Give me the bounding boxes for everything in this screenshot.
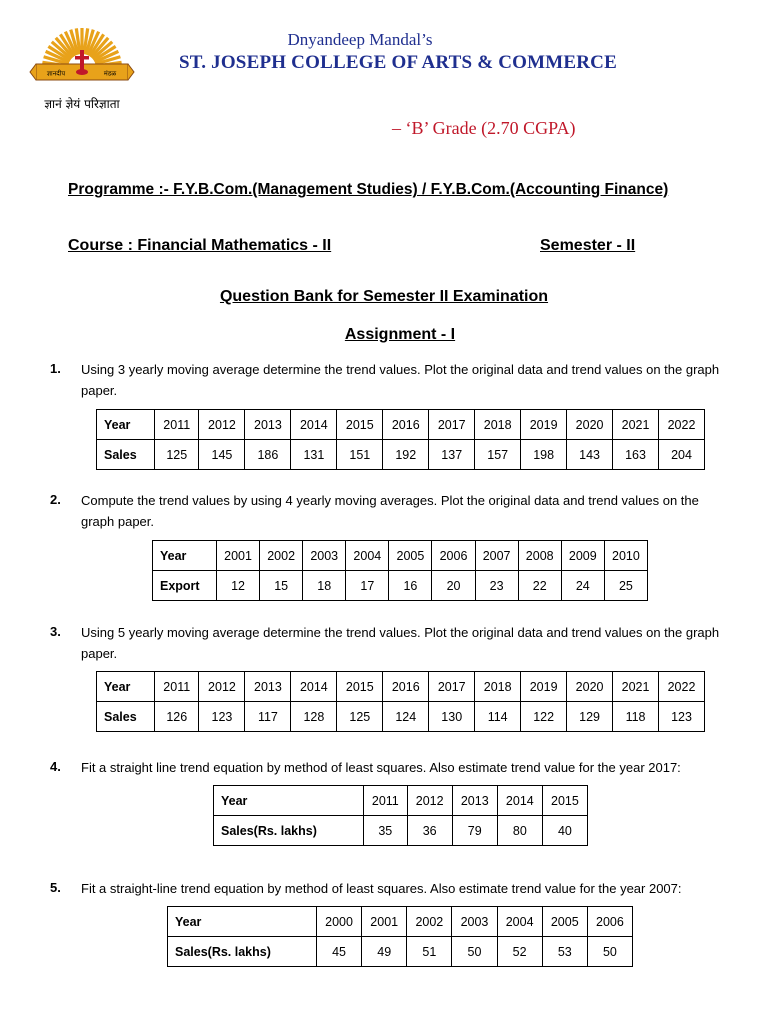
- college-logo: [28, 22, 136, 114]
- question-number: 5.: [50, 880, 61, 895]
- value-cell: 25: [604, 571, 647, 601]
- year-cell: 2001: [362, 907, 407, 937]
- year-cell: 2011: [364, 786, 408, 816]
- value-cell: 122: [521, 702, 567, 732]
- question-number: 2.: [50, 492, 61, 507]
- value-cell: 79: [452, 816, 497, 846]
- value-cell: 126: [155, 702, 199, 732]
- year-cell: 2011: [155, 410, 199, 440]
- year-cell: 2007: [475, 541, 518, 571]
- year-cell: 2022: [659, 410, 705, 440]
- value-cell: 17: [346, 571, 389, 601]
- year-row: [153, 541, 648, 571]
- year-cell: 2016: [383, 672, 429, 702]
- value-cell: 51: [407, 937, 452, 967]
- logo-motto: ज्ञानं ज्ञेयं परिज्ञाता: [44, 97, 120, 111]
- year-cell: 2002: [407, 907, 452, 937]
- value-row: [97, 702, 705, 732]
- value-cell: 16: [389, 571, 432, 601]
- value-cell: 49: [362, 937, 407, 967]
- year-cell: 2017: [429, 410, 475, 440]
- year-cell: 2008: [518, 541, 561, 571]
- grade-text: – ‘B’ Grade (2.70 CGPA): [392, 118, 576, 138]
- value-cell: 123: [199, 702, 245, 732]
- semester-line: Semester - II: [540, 237, 636, 254]
- year-cell: 2005: [542, 907, 587, 937]
- data-table: [96, 409, 705, 470]
- row-label: Sales: [97, 702, 155, 732]
- year-cell: 2002: [260, 541, 303, 571]
- college-name: ST. JOSEPH COLLEGE OF ARTS & COMMERCE: [179, 52, 617, 73]
- year-cell: 2013: [452, 786, 497, 816]
- year-cell: 2014: [291, 672, 337, 702]
- question-text: Using 5 yearly moving average determine the trend values. Plot the original data and trend values on the graph paper.: [81, 625, 720, 661]
- year-cell: 2010: [604, 541, 647, 571]
- year-cell: 2000: [317, 907, 362, 937]
- value-cell: 157: [475, 440, 521, 470]
- value-cell: 117: [245, 702, 291, 732]
- value-cell: 53: [542, 937, 587, 967]
- value-cell: 114: [475, 702, 521, 732]
- value-cell: 118: [613, 702, 659, 732]
- question-text: Fit a straight line trend equation by method of least squares. Also estimate trend value for the year 2017:: [81, 760, 681, 775]
- value-cell: 129: [567, 702, 613, 732]
- year-cell: 2001: [217, 541, 260, 571]
- row-label: Year: [168, 907, 317, 937]
- value-cell: 18: [303, 571, 346, 601]
- value-row: [153, 571, 648, 601]
- year-cell: 2012: [407, 786, 452, 816]
- year-row: [97, 672, 705, 702]
- year-cell: 2003: [303, 541, 346, 571]
- value-cell: 36: [407, 816, 452, 846]
- value-cell: 40: [542, 816, 587, 846]
- year-row: [214, 786, 588, 816]
- value-cell: 137: [429, 440, 475, 470]
- year-cell: 2020: [567, 410, 613, 440]
- value-cell: 50: [452, 937, 497, 967]
- course-line: Course : Financial Mathematics - II: [68, 237, 332, 254]
- logo-ribbon-right: मंडळ: [103, 69, 117, 78]
- year-cell: 2016: [383, 410, 429, 440]
- year-cell: 2018: [475, 410, 521, 440]
- year-cell: 2006: [587, 907, 632, 937]
- year-cell: 2019: [521, 672, 567, 702]
- data-table: [167, 906, 633, 967]
- year-cell: 2020: [567, 672, 613, 702]
- value-cell: 52: [497, 937, 542, 967]
- year-row: [97, 410, 705, 440]
- year-cell: 2012: [199, 672, 245, 702]
- year-cell: 2006: [432, 541, 475, 571]
- logo-ribbon-left: ज्ञानदीप: [46, 69, 66, 78]
- value-cell: 15: [260, 571, 303, 601]
- value-cell: 35: [364, 816, 408, 846]
- question-text: Fit a straight-line trend equation by method of least squares. Also estimate trend value for the year 2007:: [81, 881, 682, 896]
- question-text: Compute the trend values by using 4 yearly moving averages. Plot the original data and trend values on the graph paper.: [81, 493, 699, 529]
- value-cell: 198: [521, 440, 567, 470]
- year-cell: 2015: [337, 672, 383, 702]
- value-cell: 143: [567, 440, 613, 470]
- year-cell: 2005: [389, 541, 432, 571]
- question-number: 3.: [50, 624, 61, 639]
- value-row: [214, 816, 588, 846]
- year-cell: 2014: [497, 786, 542, 816]
- value-cell: 125: [155, 440, 199, 470]
- data-table: [213, 785, 588, 846]
- year-cell: 2013: [245, 672, 291, 702]
- value-cell: 45: [317, 937, 362, 967]
- value-row: [97, 440, 705, 470]
- value-cell: 123: [659, 702, 705, 732]
- value-cell: 23: [475, 571, 518, 601]
- row-label: Year: [153, 541, 217, 571]
- row-label: Sales(Rs. lakhs): [214, 816, 364, 846]
- year-cell: 2009: [561, 541, 604, 571]
- data-table: [96, 671, 705, 732]
- year-cell: 2004: [497, 907, 542, 937]
- row-label: Year: [214, 786, 364, 816]
- year-cell: 2018: [475, 672, 521, 702]
- value-cell: 128: [291, 702, 337, 732]
- year-cell: 2015: [542, 786, 587, 816]
- value-cell: 125: [337, 702, 383, 732]
- year-cell: 2014: [291, 410, 337, 440]
- row-label: Sales(Rs. lakhs): [168, 937, 317, 967]
- value-cell: 130: [429, 702, 475, 732]
- value-cell: 12: [217, 571, 260, 601]
- year-cell: 2004: [346, 541, 389, 571]
- value-cell: 124: [383, 702, 429, 732]
- year-cell: 2012: [199, 410, 245, 440]
- year-cell: 2022: [659, 672, 705, 702]
- row-label: Export: [153, 571, 217, 601]
- year-cell: 2021: [613, 410, 659, 440]
- year-row: [168, 907, 633, 937]
- question-bank-title: Question Bank for Semester II Examination: [219, 288, 549, 305]
- year-cell: 2011: [155, 672, 199, 702]
- year-cell: 2019: [521, 410, 567, 440]
- year-cell: 2003: [452, 907, 497, 937]
- programme-line: Programme :- F.Y.B.Com.(Management Studies) / F.Y.B.Com.(Accounting Finance): [68, 181, 669, 198]
- value-cell: 24: [561, 571, 604, 601]
- mandal-name: Dnyandeep Mandal’s: [287, 30, 433, 49]
- value-cell: 131: [291, 440, 337, 470]
- row-label: Year: [97, 672, 155, 702]
- year-cell: 2021: [613, 672, 659, 702]
- year-cell: 2017: [429, 672, 475, 702]
- row-label: Sales: [97, 440, 155, 470]
- question-text: Using 3 yearly moving average determine the trend values. Plot the original data and trend values on the graph paper.: [81, 362, 720, 398]
- value-row: [168, 937, 633, 967]
- question-number: 4.: [50, 759, 61, 774]
- value-cell: 50: [587, 937, 632, 967]
- year-cell: 2013: [245, 410, 291, 440]
- value-cell: 151: [337, 440, 383, 470]
- value-cell: 186: [245, 440, 291, 470]
- value-cell: 80: [497, 816, 542, 846]
- assignment-title: Assignment - I: [344, 326, 456, 343]
- value-cell: 192: [383, 440, 429, 470]
- value-cell: 145: [199, 440, 245, 470]
- question-number: 1.: [50, 361, 61, 376]
- year-cell: 2015: [337, 410, 383, 440]
- value-cell: 204: [659, 440, 705, 470]
- row-label: Year: [97, 410, 155, 440]
- data-table: [152, 540, 648, 601]
- value-cell: 22: [518, 571, 561, 601]
- value-cell: 20: [432, 571, 475, 601]
- value-cell: 163: [613, 440, 659, 470]
